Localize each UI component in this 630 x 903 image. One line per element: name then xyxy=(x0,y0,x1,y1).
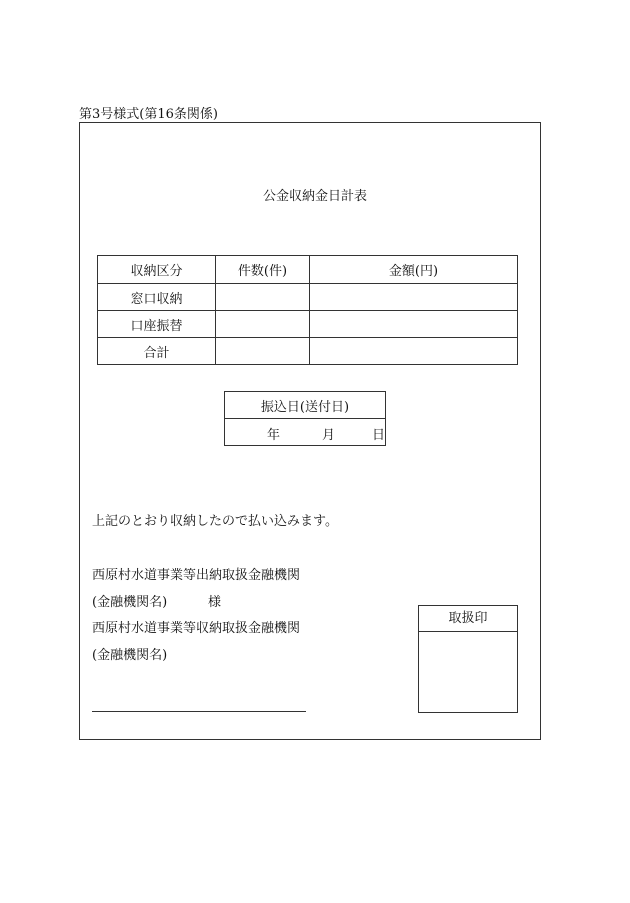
row-count-cell xyxy=(216,284,310,311)
row-category: 口座振替 xyxy=(98,311,216,338)
row-count-cell xyxy=(216,338,310,365)
transfer-date-table xyxy=(224,391,386,446)
collector-name-label: (金融機関名) xyxy=(92,648,168,663)
stamp-box xyxy=(418,605,518,713)
table-row xyxy=(98,284,518,311)
document-title: 公金収納金日計表 xyxy=(262,189,367,204)
table-row xyxy=(98,311,518,338)
transfer-date-value xyxy=(225,419,386,446)
table-row xyxy=(98,338,518,365)
transfer-date-label: 振込日(送付日) xyxy=(225,392,386,419)
row-amount-cell xyxy=(310,338,518,365)
header-category: 収納区分 xyxy=(98,256,216,284)
row-count-cell xyxy=(216,311,310,338)
row-amount-cell xyxy=(310,311,518,338)
form-number-label: 第3号様式(第16条関係) xyxy=(79,107,218,122)
date-year-unit: 年 xyxy=(267,428,281,443)
header-amount: 金額(円) xyxy=(310,256,518,284)
table-header-row xyxy=(98,256,518,284)
payer-name-label: (金融機関名) xyxy=(92,595,168,610)
collector-institution: 西原村水道事業等収納取扱金融機関 xyxy=(92,621,301,636)
honorific: 様 xyxy=(208,595,222,610)
row-category: 窓口収納 xyxy=(98,284,216,311)
stamp-label: 取扱印 xyxy=(419,606,517,632)
payer-institution: 西原村水道事業等出納取扱金融機関 xyxy=(92,568,301,583)
date-day-unit: 日 xyxy=(372,428,386,443)
row-category: 合計 xyxy=(98,338,216,365)
collection-summary-table xyxy=(97,255,518,365)
date-month-unit: 月 xyxy=(322,428,336,443)
row-amount-cell xyxy=(310,284,518,311)
signature-line xyxy=(92,711,306,712)
payment-statement: 上記のとおり収納したので払い込みます。 xyxy=(92,514,338,529)
header-count: 件数(件) xyxy=(216,256,310,284)
